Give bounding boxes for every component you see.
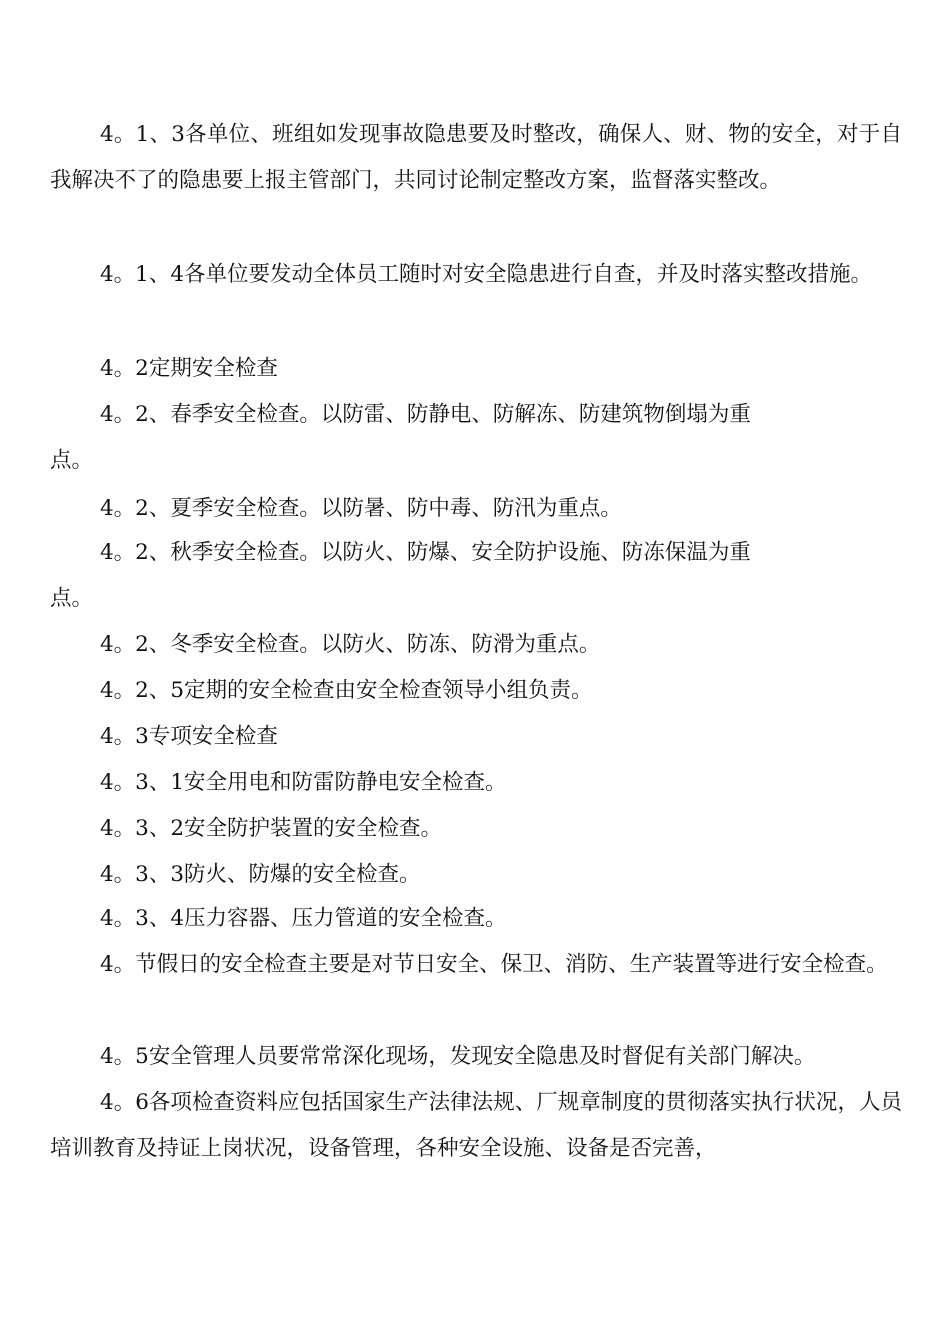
paragraph-holiday-check: 4。节假日的安全检查主要是对节日安全、保卫、消防、生产装置等进行安全检查。 <box>100 952 888 977</box>
paragraph-autumn-check: 4。2、秋季安全检查。以防火、防爆、安全防护设施、防冻保温为重 点。 <box>50 540 751 611</box>
paragraph-4-3-2: 4。3、2安全防护装置的安全检查。 <box>100 816 443 841</box>
paragraph-4-3-4: 4。3、4压力容器、压力管道的安全检查。 <box>100 906 507 931</box>
paragraph-winter-check: 4。2、冬季安全检查。以防火、防冻、防滑为重点。 <box>100 632 601 657</box>
paragraph-4-3-1: 4。3、1安全用电和防雷防静电安全检查。 <box>100 770 507 795</box>
paragraph-summer-check: 4。2、夏季安全检查。以防暑、防中毒、防汛为重点。 <box>100 496 622 521</box>
paragraph-spring-check: 4。2、春季安全检查。以防雷、防静电、防解冻、防建筑物倒塌为重 点。 <box>50 402 751 473</box>
heading-4-3: 4。3专项安全检查 <box>100 724 278 749</box>
paragraph-4-1-3: 4。1、3各单位、班组如发现事故隐患要及时整改，确保人、财、物的安全，对于自我解决不了的隐患要上报主管部门，共同讨论制定整改方案，监督落实整改。 <box>50 122 902 193</box>
paragraph-4-3-3: 4。3、3防火、防爆的安全检查。 <box>100 862 421 887</box>
paragraph-4-6: 4。6各项检查资料应包括国家生产法律法规、厂规章制度的贯彻落实执行状况，人员培训教育及持证上岗状况，设备管理，各种安全设施、设备是否完善， <box>50 1090 902 1161</box>
heading-4-2: 4。2定期安全检查 <box>100 356 278 381</box>
paragraph-4-1-4: 4。1、4各单位要发动全体员工随时对安全隐患进行自查，并及时落实整改措施。 <box>100 262 873 287</box>
paragraph-4-2-5: 4。2、5定期的安全检查由安全检查领导小组负责。 <box>100 678 593 703</box>
paragraph-4-5: 4。5安全管理人员要常常深化现场，发现安全隐患及时督促有关部门解决。 <box>100 1044 816 1069</box>
